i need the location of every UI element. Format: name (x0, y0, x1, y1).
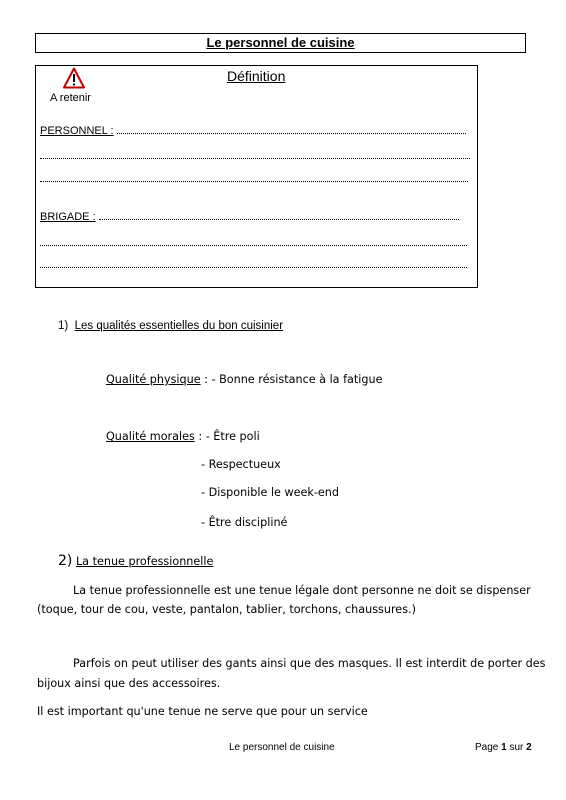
fill-in-line (40, 172, 472, 185)
section-1-heading (58, 320, 283, 332)
fill-in-line (40, 236, 472, 249)
fill-in-dots (40, 236, 467, 246)
physique-label: Qualité physique (106, 373, 201, 386)
page-title-box (35, 33, 526, 53)
section-heading: Les qualités essentielles du bon cuisinier (74, 320, 284, 332)
section-heading: La tenue professionnelle (75, 555, 214, 568)
page-label: Page (475, 742, 499, 753)
paragraph-line: (toque, tour de cou, veste, pantalon, tablier, torchons, chaussures.) (37, 603, 416, 616)
paragraph-line: Parfois on peut utiliser des gants ainsi que des masques. Il est interdit de porter des (73, 657, 546, 670)
fill-in-dots (40, 172, 468, 182)
physique-line (106, 373, 382, 386)
page-number (475, 742, 532, 753)
section-2-heading (58, 553, 213, 569)
brigade-label: BRIGADE : (40, 211, 96, 223)
morales-value: : - Être poli (194, 430, 260, 443)
footer-title: Le personnel de cuisine (229, 742, 335, 753)
page-total: 2 (526, 742, 532, 753)
paragraph-line: Il est important qu'une tenue ne serve que pour un service (37, 705, 368, 718)
section-number: 1) (58, 320, 69, 332)
physique-value: : - Bonne résistance à la fatigue (200, 373, 383, 386)
fill-in-dots (40, 149, 470, 159)
page-current: 1 (501, 742, 507, 753)
personnel-label: PERSONNEL : (40, 125, 114, 137)
paragraph-line: La tenue professionnelle est une tenue légale dont personne ne doit se dispenser (73, 584, 531, 597)
fill-in-line (40, 149, 472, 162)
warning-triangle-icon (63, 67, 85, 89)
definition-title: Définition (227, 68, 286, 84)
brigade-line (40, 210, 472, 223)
morales-item: - Être discipliné (201, 516, 288, 529)
paragraph-line: bijoux ainsi que des accessoires. (37, 677, 221, 690)
morales-item: - Disponible le week-end (201, 486, 339, 499)
morales-line (106, 430, 260, 443)
morales-label: Qualité morales (106, 430, 195, 443)
personnel-line (40, 124, 472, 137)
page-separator: sur (509, 742, 524, 753)
fill-in-dots (40, 258, 467, 268)
morales-item: - Respectueux (201, 458, 281, 471)
section-number: 2) (58, 553, 73, 569)
fill-in-dots (99, 210, 459, 220)
fill-in-dots (117, 124, 466, 134)
a-retenir-label: A retenir (50, 92, 91, 104)
fill-in-line (40, 258, 472, 271)
page-title: Le personnel de cuisine (206, 35, 355, 50)
